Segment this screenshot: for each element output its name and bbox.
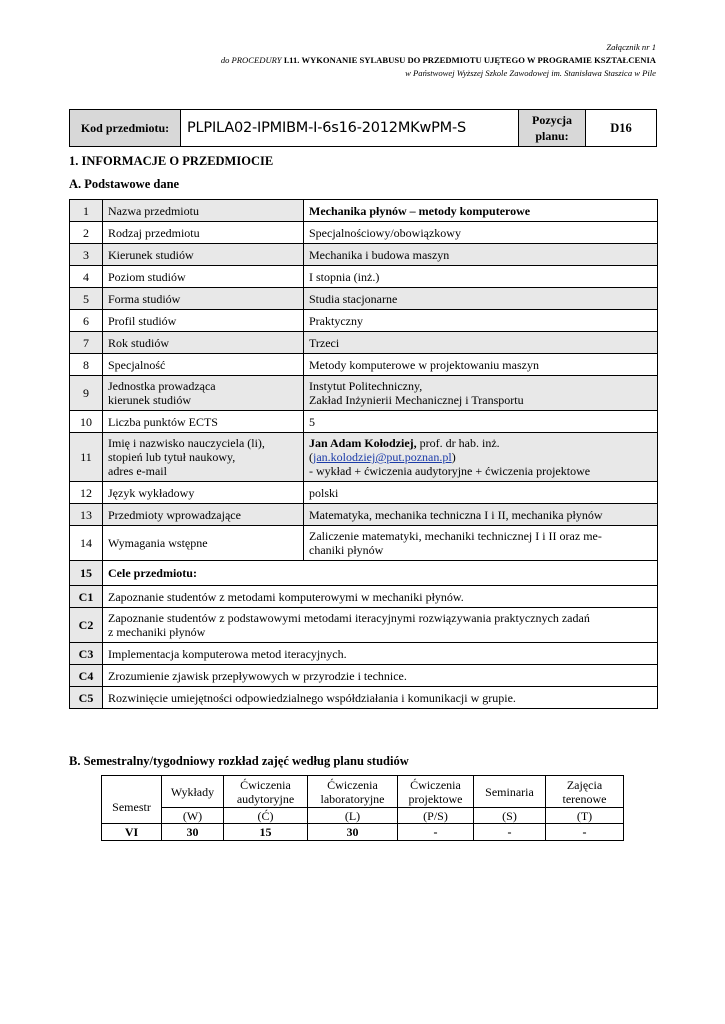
section-1-title: 1. INFORMACJE O PRZEDMIOCIE xyxy=(69,154,274,168)
course-code-table xyxy=(69,109,657,147)
section-a-title: A. Podstawowe dane xyxy=(69,177,180,191)
table-row: 10 Liczba punktów ECTS 5 xyxy=(70,411,658,433)
schedule-table xyxy=(101,775,624,841)
course-code-label: Kod przedmiotu: xyxy=(70,110,181,147)
teacher-email-link[interactable]: jan.kolodziej@put.poznan.pl xyxy=(313,450,452,464)
table-row: 11 Imię i nazwisko nauczyciela (li), stopień lub tytuł naukowy, adres e-mail Jan Adam Kołodziej, prof. dr hab. inż. (jan.kolodziej@put.poznan.pl) - wykład + ćwiczenia audytoryjne + ćwiczenia projektowe xyxy=(70,433,658,482)
table-row: 5 Forma studiów Studia stacjonarne xyxy=(70,288,658,310)
table-row: 4 Poziom studiów I stopnia (inż.) xyxy=(70,266,658,288)
table-row: 6 Profil studiów Praktyczny xyxy=(70,310,658,332)
schedule-header-row: Semestr Wykłady Ćwiczenia audytoryjne Ćwiczenia laboratoryjne Ćwiczenia projektowe Seminaria Zajęcia terenowe xyxy=(102,776,624,808)
plan-position-value: D16 xyxy=(586,110,657,147)
table-row: 8 Specjalność Metody komputerowe w projektowaniu maszyn xyxy=(70,354,658,376)
basic-data-table xyxy=(69,199,658,709)
annex-label: Załącznik nr 1 xyxy=(606,42,656,52)
table-row: 12 Język wykładowy polski xyxy=(70,482,658,504)
school-line: w Państwowej Wyższej Szkole Zawodowej im. Stanisława Staszica w Pile xyxy=(405,68,656,78)
table-row: 7 Rok studiów Trzeci xyxy=(70,332,658,354)
goal-row: C5 Rozwinięcie umiejętności odpowiedzialnego współdziałania i komunikacji w grupie. xyxy=(70,687,658,709)
table-row: 14 Wymagania wstępne Zaliczenie matematyki, mechaniki technicznej I i II oraz me- chaniki płynów xyxy=(70,526,658,561)
teacher-name: Jan Adam Kołodziej, xyxy=(309,436,417,450)
semester-header: Semestr xyxy=(102,776,162,824)
schedule-abbr-row: (W) (Ć) (L) (P/S) (S) (T) xyxy=(102,808,624,824)
goals-header-row: 15 Cele przedmiotu: xyxy=(70,561,658,586)
table-row: 9 Jednostka prowadząca kierunek studiów Instytut Politechniczny, Zakład Inżynierii Mechanicznej i Transportu xyxy=(70,376,658,411)
table-row: 3 Kierunek studiów Mechanika i budowa maszyn xyxy=(70,244,658,266)
procedure-line: do PROCEDURY I.11. WYKONANIE SYLABUSU DO PRZEDMIOTU UJĘTEGO W PROGRAMIE KSZTAŁCENIA xyxy=(220,55,656,65)
goal-row: C4 Zrozumienie zjawisk przepływowych w przyrodzie i technice. xyxy=(70,665,658,687)
goal-row: C2 Zapoznanie studentów z podstawowymi metodami iteracyjnymi rozwiązywania praktycznych zadań z mechaniki płynów xyxy=(70,608,658,643)
schedule-values-row: VI 30 15 30 - - - xyxy=(102,824,624,841)
course-code-value: PLPILA02-IPMIBM-I-6s16-2012MKwPM-S xyxy=(181,110,519,147)
table-row: 1 Nazwa przedmiotu Mechanika płynów – metody komputerowe xyxy=(70,200,658,222)
goal-row: C3 Implementacja komputerowa metod iteracyjnych. xyxy=(70,643,658,665)
table-row: 13 Przedmioty wprowadzające Matematyka, mechanika techniczna I i II, mechanika płynów xyxy=(70,504,658,526)
goal-row: C1 Zapoznanie studentów z metodami komputerowymi w mechaniki płynów. xyxy=(70,586,658,608)
section-b-title: B. Semestralny/tygodniowy rozkład zajęć według planu studiów xyxy=(69,754,409,768)
plan-position-label: Pozycja planu: xyxy=(519,110,586,147)
table-row: 2 Rodzaj przedmiotu Specjalnościowy/obowiązkowy xyxy=(70,222,658,244)
